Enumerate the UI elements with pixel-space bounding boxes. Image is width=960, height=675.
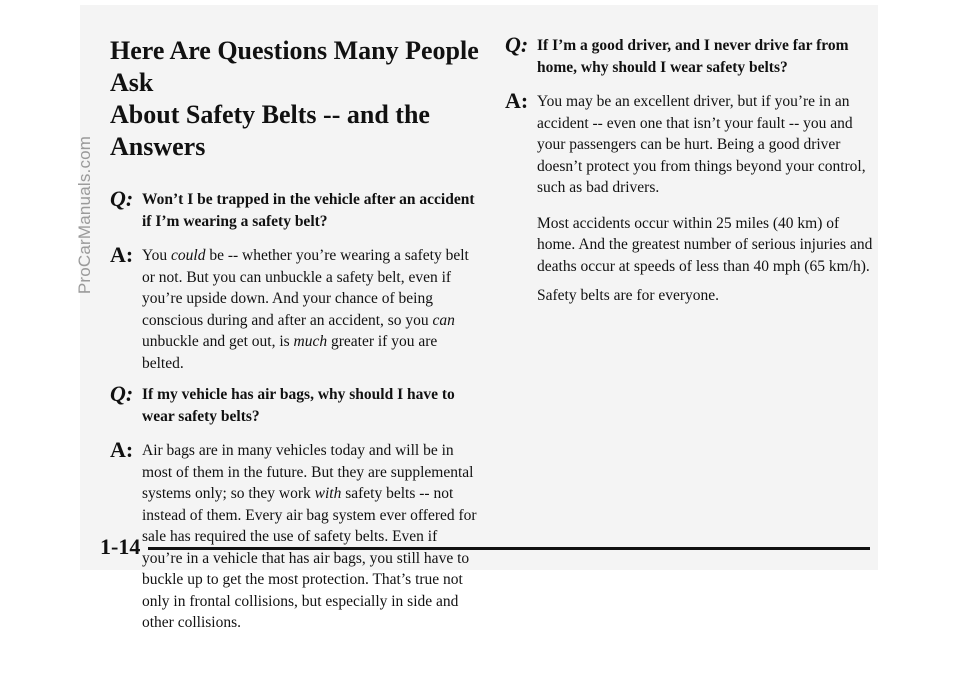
emphasis-text: much — [293, 333, 328, 350]
right-column — [505, 32, 875, 307]
question-marker: Q: — [110, 186, 134, 211]
question-marker: Q: — [110, 381, 134, 406]
question-marker: Q: — [505, 32, 529, 57]
emphasis-text: with — [314, 485, 342, 502]
question-text: Won’t I be trapped in the vehicle after an accident if I’m wearing a safety belt? — [142, 191, 475, 230]
page-number: 1-14 — [100, 534, 141, 559]
watermark-text: ProCarManuals.com — [75, 135, 94, 295]
emphasis-text: can — [432, 311, 455, 329]
title-line-1: Here Are Questions Many People Ask — [110, 36, 479, 97]
question-block-2 — [110, 381, 480, 428]
emphasis-text: could — [171, 247, 206, 264]
body-paragraph: Safety belts are for everyone. — [537, 287, 720, 304]
title-line-2: About Safety Belts -- and the Answers — [110, 100, 430, 161]
question-block-3 — [505, 32, 875, 79]
question-text: If my vehicle has air bags, why should I have to wear safety belts? — [142, 386, 455, 425]
answer-block-3 — [505, 88, 875, 199]
answer-block-2 — [110, 437, 480, 634]
page-title — [110, 35, 480, 163]
answer-text: Air bags are in many vehicles today and will be in most of them in the future. But they are supplemental systems only; so they work with safety belts -- not instead of them. Every air bag system ever offered for sale has required the use of safety belts. Even if you’re in a vehicle that has air bags, you still have to buckle up to get the most protection. That’s true not only in frontal collisions, but especially in side and other collisions. — [142, 442, 477, 631]
answer-marker: A: — [110, 437, 134, 462]
body-paragraph: Most accidents occur within 25 miles (40 km) of home. And the greatest number of serious injuries and deaths occur at speeds of less than 40 mph (65 km/h). — [537, 214, 873, 275]
answer-text: You may be an excellent driver, but if you’re in an accident -- even one that isn’t your fault -- you and your passengers can be hurt. Being a good driver doesn’t protect you from things beyond your control, such as bad drivers. — [537, 93, 866, 196]
question-block-1 — [110, 186, 480, 233]
answer-marker: A: — [505, 88, 529, 113]
footer-rule — [148, 547, 870, 550]
question-text: If I’m a good driver, and I never drive far from home, why should I wear safety belts? — [537, 37, 849, 76]
left-column — [110, 35, 480, 634]
answer-text: You could be -- whether you’re wearing a safety belt or not. But you can unbuckle a safety belt, even if you’re upside down. And your chance of being conscious during and after an accident, so you can unbuckle and get out, is much greater if you are belted. — [142, 247, 469, 372]
answer-marker: A: — [110, 242, 134, 267]
answer-block-1 — [110, 242, 480, 374]
